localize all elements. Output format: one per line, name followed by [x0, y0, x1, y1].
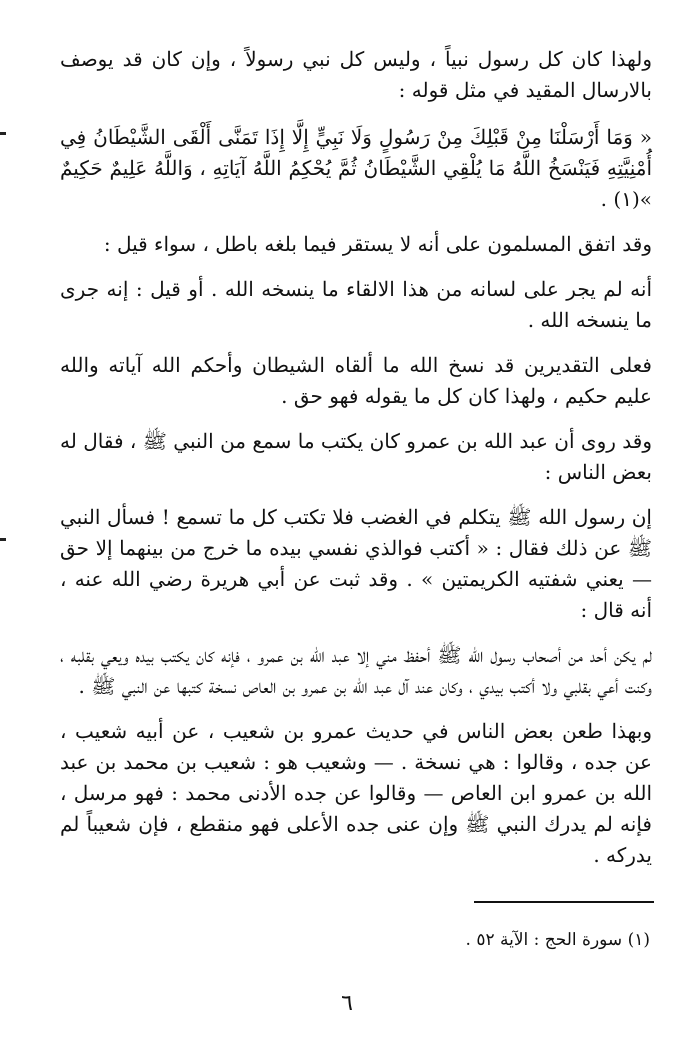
paragraph-4: فعلى التقديرين قد نسخ الله ما ألقاه الشيطان وأحكم الله آياته والله عليم حكيم ، ولهذا كان كل ما يقوله فهو حق .	[60, 353, 652, 408]
paragraph-2: وقد اتفق المسلمون على أنه لا يستقر فيما بلغه باطل ، سواء قيل :	[103, 232, 652, 256]
paragraph-1: ولهذا كان كل رسول نبياً ، وليس كل نبي رسولاً ، وإن كان قد يوصف بالارسال المقيد في مثل قوله :	[60, 47, 652, 102]
footnote: (١) سورة الحج : الآية ٥٢ .	[465, 930, 650, 950]
scan-edge-mark	[0, 132, 6, 135]
paragraph-5: وقد روى أن عبد الله بن عمرو كان يكتب ما سمع من النبي ﷺ ، فقال له بعض الناس :	[60, 429, 652, 484]
paragraph-7: لم يكن أحد من أصحاب رسول الله ﷺ أحفظ مني إلا عبد الله بن عمرو ، فإنه كان يكتب بيده ويعي بقلبه ، وكنت أعي بقلبي ولا أكتب بيدي ، وكان عند آل عبد الله بن عمرو بن العاص نسخة كتبها عن النبي ﷺ .	[60, 643, 652, 698]
paragraph-8: وبهذا طعن بعض الناس في حديث عمرو بن شعيب ، عن أبيه شعيب ، عن جده ، وقالوا : هي نسخة . — وشعيب هو : شعيب بن محمد بن عبد الله بن عمرو ابن العاص — وقالوا عن جده الأدنى محمد : فهو مرسل ، فإنه لم يدرك النبي ﷺ وإن عنى جده الأعلى فهو منقطع ، فإن شعيباً لم يدركه .	[60, 719, 652, 867]
footnote-divider	[474, 901, 654, 903]
paragraph-3: أنه لم يجر على لسانه من هذا الالقاء ما ينسخه الله . أو قيل : إنه جرى ما ينسخه الله .	[60, 277, 652, 332]
paragraph-6: إن رسول الله ﷺ يتكلم في الغضب فلا تكتب كل ما تسمع ! فسأل النبي ﷺ عن ذلك فقال : « أكتب فوالذي نفسي بيده ما خرج من بينهما إلا حق — يعني شفتيه الكريمتين » . وقد ثبت عن أبي هريرة رضي الله عنه ، أنه قال :	[60, 505, 652, 622]
page-number: ٦	[341, 991, 353, 1016]
quran-quote: « وَمَا أَرْسَلْنَا مِنْ قَبْلِكَ مِنْ رَسُولٍ وَلَا نَبِيٍّ إِلَّا إِذَا تَمَنَّى أَلْقَى الشَّيْطَانُ فِي أُمْنِيَّتِهِ فَيَنْسَخُ اللَّهُ مَا يُلْقِي الشَّيْطَانُ ثُمَّ يُحْكِمُ اللَّهُ آيَاتِهِ ، وَاللَّهُ عَلِيمٌ حَكِيمٌ »(١) .	[60, 125, 652, 211]
scan-edge-mark	[0, 538, 6, 541]
page-body	[60, 44, 652, 880]
